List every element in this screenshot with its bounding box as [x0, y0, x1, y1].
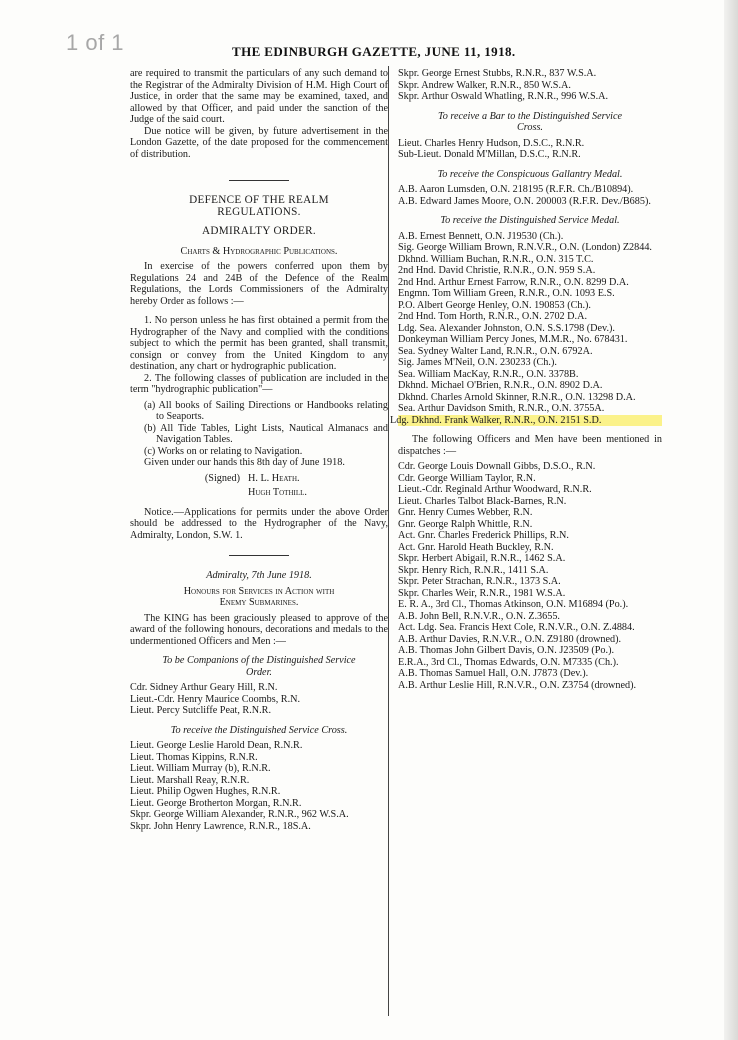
honours-heading: Honours for Services in Action with — [183, 585, 335, 597]
admiralty-date: Admiralty, 7th June 1918. — [206, 570, 312, 581]
order-item: (c) Works on or relating to Navigation. — [144, 445, 303, 457]
left-column — [130, 68, 388, 832]
dsc-heading: To receive the Distinguished Service Cross. — [170, 724, 348, 736]
list-item: Cdr. George William Taylor, R.N. — [398, 472, 536, 484]
list-item: Gnr. George Ralph Whittle, R.N. — [398, 518, 533, 530]
list-item: A.B. Arthur Davies, R.N.V.R., O.N. Z9180 (drowned). — [398, 633, 622, 645]
list-item: Sub-Lieut. Donald M'Millan, D.S.C., R.N.R. — [398, 149, 581, 160]
signer-name: H. L. Heath. — [248, 472, 300, 484]
list-item: Cdr. George Louis Downall Gibbs, D.S.O., R.N. — [398, 461, 596, 472]
list-item: Act. Gnr. Charles Frederick Phillips, R.N. — [398, 530, 569, 541]
list-item: Sig. George William Brown, R.N.V.R., O.N. (London) Z2844. — [398, 242, 652, 253]
list-item: Skpr. Arthur Oswald Whatling, R.N.R., 996 W.S.A. — [398, 91, 609, 102]
signature-block — [130, 473, 388, 485]
page-indicator: 1 of 1 — [66, 30, 125, 55]
list-item: Sea. Sydney Walter Land, R.N.R., O.N. 6792A. — [398, 345, 593, 357]
page-header-title: THE EDINBURGH GAZETTE, JUNE 11, 1918. — [232, 44, 516, 59]
charts-heading: Charts & Hydrographic Publications. — [180, 245, 338, 257]
list-item: Lieut.-Cdr. Henry Maurice Coombs, R.N. — [130, 693, 301, 705]
list-item: 2nd Hnd. Tom Horth, R.N.R., O.N. 2702 D.A. — [398, 311, 587, 322]
list-item: Donkeyman William Percy Jones, M.M.R., No. 678431. — [398, 334, 628, 345]
intro-paragraph: are required to transmit the particulars of any such demand to the Registrar of the Admiralty Division of H.M. High Court of Justice, in order that the same may be examined, taxed, and allowed by that Officer, and paid under the sanction of the Judge of the said court. — [130, 68, 388, 125]
king-paragraph: The KING has been graciously pleased to approve of the award of the following honours, decorations and medals to the undermentioned Officers and Men :— — [130, 612, 388, 647]
list-item: Sea. William MacKay, R.N.R., O.N. 3378B. — [398, 368, 579, 380]
list-item: Skpr. Henry Rich, R.N.R., 1411 S.A. — [398, 564, 549, 576]
admiralty-order-heading: ADMIRALTY ORDER. — [202, 225, 316, 237]
list-item: A.B. Thomas John Gilbert Davis, O.N. J23509 (Po.). — [398, 645, 615, 656]
order-item: (b) All Tide Tables, Light Lists, Nautical Almanacs and Navigation Tables. — [144, 422, 388, 445]
list-item: Skpr. George Ernest Stubbs, R.N.R., 837 W.S.A. — [398, 68, 597, 79]
list-item: Lieut. William Murray (b), R.N.R. — [130, 763, 271, 774]
list-item: Skpr. Herbert Abigail, R.N.R., 1462 S.A. — [398, 553, 566, 564]
list-item: A.B. Thomas Samuel Hall, O.N. J7873 (Dev.). — [398, 668, 589, 679]
intro-paragraph: Due notice will be given, by future advertisement in the London Gazette, of the date proposed for the commencement of distribution. — [130, 125, 388, 160]
given-line: Given under our hands this 8th day of June 1918. — [144, 457, 345, 468]
list-item: Lieut.-Cdr. Reginald Arthur Woodward, R.N.R. — [398, 484, 592, 495]
order-item: (a) All books of Sailing Directions or Handbooks relating to Seaports. — [144, 399, 388, 422]
list-item: Lieut. Charles Henry Hudson, D.S.C., R.N.R. — [398, 137, 585, 149]
list-item: E.R.A., 3rd Cl., Thomas Edwards, O.N. M7335 (Ch.). — [398, 656, 619, 668]
list-item: 2nd Hnd. David Christie, R.N.R., O.N. 959 S.A. — [398, 265, 596, 276]
list-item: 2nd Hnd. Arthur Ernest Farrow, R.N.R., O.N. 8299 D.A. — [398, 276, 629, 288]
dsm-heading: To receive the Distinguished Service Medal. — [440, 215, 620, 226]
list-item: Lieut. Philip Ogwen Hughes, R.N.R. — [130, 786, 281, 797]
list-item: A.B. Aaron Lumsden, O.N. 218195 (R.F.R. Ch./B10894). — [398, 184, 634, 195]
order-paragraph: 1. No person unless he has first obtained a permit from the Hydrographer of the Navy and complied with the conditions subject to which the permit has been granted, shall transmit, consign or convey from the United Kingdom to any destination, any chart or hydrographic publication. — [130, 315, 388, 372]
order-paragraph: In exercise of the powers conferred upon them by Regulations 24 and 24B of the Defence of the Realm Regulations, the Lords Commissioners of the Admiralty hereby Order as follows :— — [130, 261, 388, 307]
list-item: Act. Ldg. Sea. Francis Hext Cole, R.N.V.R., O.N. Z.4884. — [398, 622, 635, 633]
list-item: Skpr. Peter Strachan, R.N.R., 1373 S.A. — [398, 576, 561, 587]
list-item: Sig. James M'Neil, O.N. 230233 (Ch.). — [398, 357, 557, 368]
defence-title-line-2: REGULATIONS. — [217, 205, 301, 218]
list-item: Engmn. Tom William Green, R.N.R., O.N. 1093 E.S. — [398, 288, 615, 299]
list-item: Dkhnd. Charles Arnold Skinner, R.N.R., O.N. 13298 D.A. — [398, 391, 636, 403]
dispatches-intro: The following Officers and Men have been mentioned in dispatches :— — [398, 434, 662, 457]
list-item: A.B. John Bell, R.N.V.R., O.N. Z.3655. — [398, 610, 560, 622]
page-edge-shadow — [724, 0, 738, 1040]
list-item: Skpr. George William Alexander, R.N.R., 962 W.S.A. — [130, 809, 349, 820]
notice-paragraph: Notice.—Applications for permits under the above Order should be addressed to the Hydrographer of the Navy, Admiralty, London, S.W. 1. — [130, 506, 388, 541]
list-item: Skpr. Andrew Walker, R.N.R., 850 W.S.A. — [398, 79, 571, 91]
list-item: Skpr. John Henry Lawrence, R.N.R., 18S.A. — [130, 820, 311, 832]
dso-heading: To be Companions of the Distinguished Service Order. — [162, 655, 356, 678]
list-item: Dkhnd. William Buchan, R.N.R., O.N. 315 T.C. — [398, 253, 594, 265]
list-item: Gnr. Henry Cumes Webber, R.N. — [398, 507, 533, 518]
list-item: Lieut. Marshall Reay, R.N.R. — [130, 774, 250, 786]
highlighted-entry: Ldg. Dkhnd. Frank Walker, R.N.R., O.N. 2151 S.D. — [398, 415, 662, 427]
bar-heading: To receive a Bar to the Distinguished Service Cross. — [438, 110, 622, 133]
column-divider — [388, 66, 389, 1016]
list-item: Lieut. Charles Talbot Black-Barnes, R.N. — [398, 495, 567, 507]
list-item: Ldg. Sea. Alexander Johnston, O.N. S.S.1798 (Dev.). — [398, 322, 615, 334]
list-item: Lieut. Percy Sutcliffe Peat, R.N.R. — [130, 705, 271, 716]
list-item: Sea. Arthur Davidson Smith, R.N.R., O.N. 3755A. — [398, 403, 605, 414]
list-item: Lieut. Thomas Kippins, R.N.R. — [130, 751, 258, 763]
list-item: Cdr. Sidney Arthur Geary Hill, R.N. — [130, 682, 278, 693]
order-paragraph: 2. The following classes of publication are included in the term "hydrographic publication"— — [130, 372, 388, 395]
list-item: Lieut. George Brotherton Morgan, R.N.R. — [130, 797, 302, 809]
list-item: A.B. Edward James Moore, O.N. 200003 (R.F.R. Dev./B685). — [398, 195, 651, 207]
list-item: A.B. Ernest Bennett, O.N. J19530 (Ch.). — [398, 230, 564, 242]
right-column — [390, 68, 662, 691]
list-item: A.B. Arthur Leslie Hill, R.N.V.R., O.N. Z3754 (drowned). — [398, 679, 637, 691]
signature-block — [130, 487, 388, 499]
list-item: Act. Gnr. Harold Heath Buckley, R.N. — [398, 541, 554, 553]
list-item: P.O. Albert George Henley, O.N. 190853 (Ch.). — [398, 299, 591, 311]
list-item: E. R. A., 3rd Cl., Thomas Atkinson, O.N. M16894 (Po.). — [398, 599, 629, 610]
list-item: Lieut. George Leslie Harold Dean, R.N.R. — [130, 740, 303, 751]
cgm-heading: To receive the Conspicuous Gallantry Medal. — [437, 168, 623, 180]
signer-name: Hugh Tothill. — [248, 487, 307, 498]
defence-title-line-1: DEFENCE OF THE REALM — [189, 194, 329, 206]
signed-label: (Signed) — [204, 472, 240, 484]
list-item: Dkhnd. Michael O'Brien, R.N.R., O.N. 8902 D.A. — [398, 380, 603, 391]
honours-heading: Enemy Submarines. — [219, 597, 299, 608]
list-item: Skpr. Charles Weir, R.N.R., 1981 W.S.A. — [398, 587, 566, 599]
